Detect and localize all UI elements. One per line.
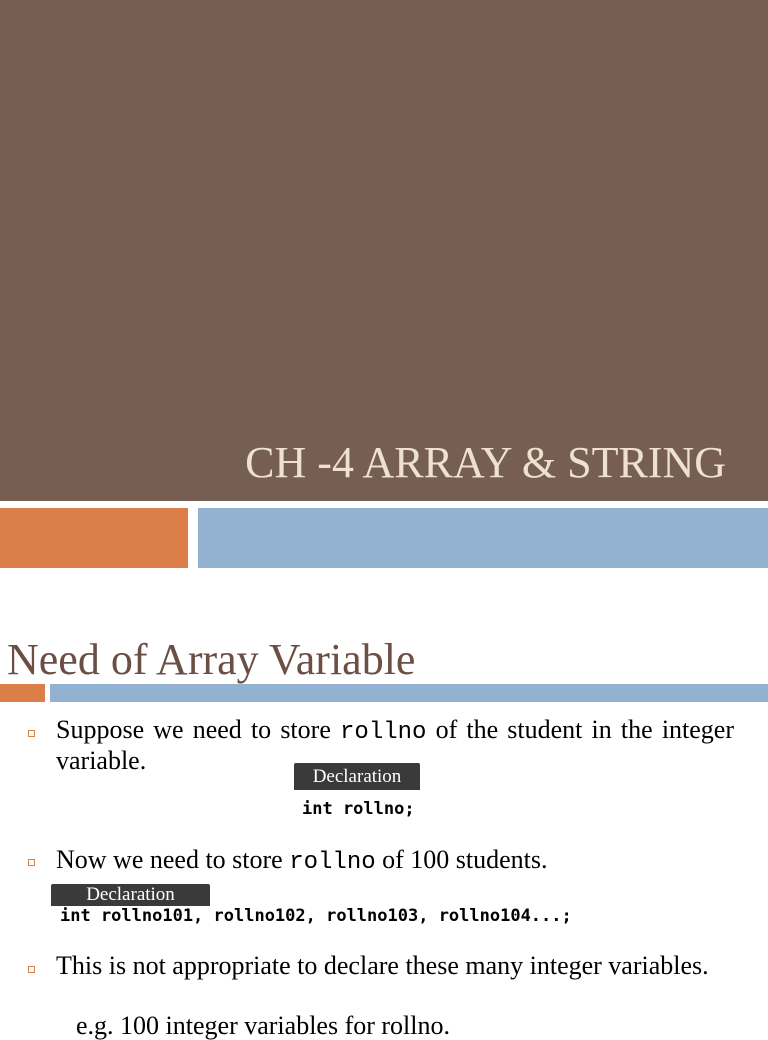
bullet-2-code: rollno <box>289 849 376 876</box>
sub-bullet-text: e.g. 100 integer variables for rollno. <box>76 1011 450 1040</box>
code-declaration-2: int rollno101, rollno102, rollno103, rollno104...; <box>60 906 572 926</box>
bullet-square-icon <box>28 859 35 866</box>
title-accent-blue-block <box>198 508 768 568</box>
section-accent-orange-bar <box>0 684 45 702</box>
bullet-2-text-end: of 100 students. <box>375 845 548 874</box>
bullet-1-code: rollno <box>340 719 427 746</box>
declaration-label-1: Declaration <box>294 763 420 790</box>
section-accent-blue-bar <box>50 684 768 702</box>
title-slide <box>0 0 768 501</box>
section-title: Need of Array Variable <box>7 635 416 684</box>
bullet-1-text-start: Suppose we need to store <box>56 715 341 744</box>
slide-title: CH -4 ARRAY & STRING <box>245 438 726 487</box>
declaration-label-2: Declaration <box>51 884 210 906</box>
title-accent-orange-block <box>0 508 188 568</box>
bullet-1-text-end: of the student in the integer variable. <box>56 715 735 775</box>
bullet-item-3: This is not appropriate to declare these many integer variables. <box>56 951 709 980</box>
code-declaration-1: int rollno; <box>302 799 415 819</box>
bullet-item-2 <box>56 846 734 877</box>
sub-bullet-item-partial <box>76 1012 754 1040</box>
bullet-square-icon <box>28 730 35 737</box>
bullet-square-icon <box>28 966 35 973</box>
bullet-2-text-start: Now we need to store <box>56 845 290 874</box>
